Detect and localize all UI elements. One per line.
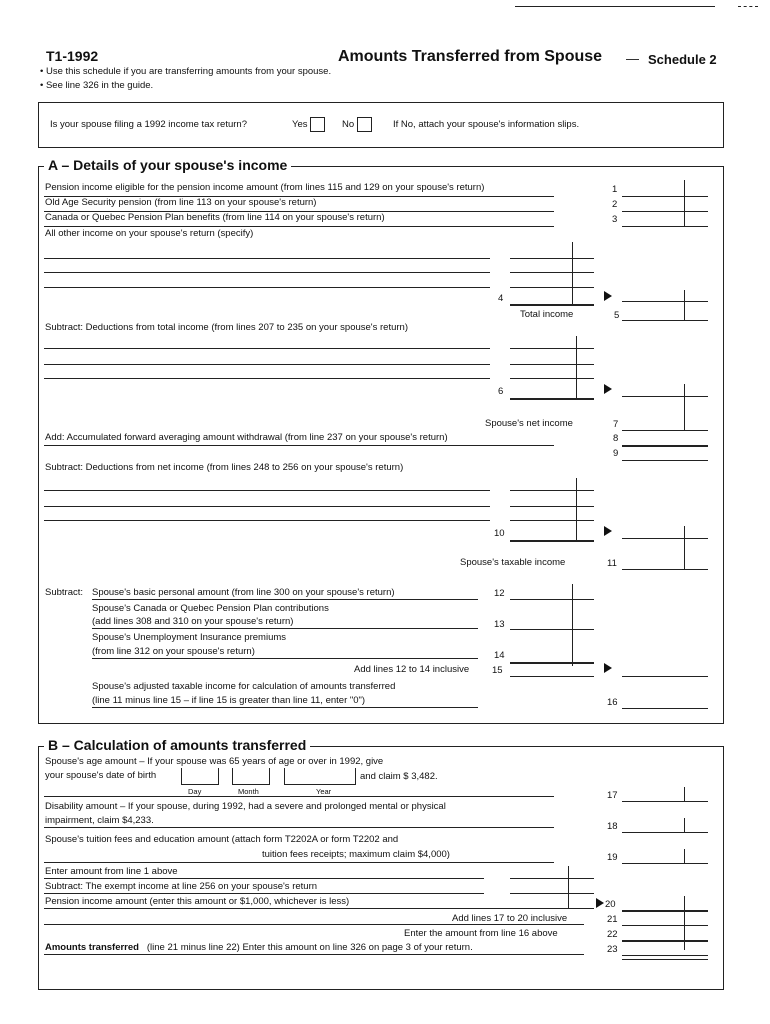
amount-field[interactable]: [510, 258, 594, 259]
rule: [92, 599, 478, 600]
arrow-right-icon: [604, 291, 612, 301]
line-number: 3: [612, 214, 618, 225]
line-number: 17: [607, 790, 618, 801]
line-number: 23: [607, 944, 618, 955]
cents-divider: [572, 242, 573, 306]
line-13-label-a: Spouse's Canada or Quebec Pension Plan contributions: [92, 603, 329, 614]
line-8-field[interactable]: [622, 445, 708, 447]
amount-field[interactable]: [510, 378, 594, 379]
amount-field[interactable]: [510, 364, 594, 365]
cents-divider: [572, 584, 573, 666]
rule: [44, 878, 484, 879]
amount-field[interactable]: [510, 287, 594, 288]
line-number: 18: [607, 821, 618, 832]
schedule-label: Schedule 2: [648, 52, 717, 67]
line-number: 4: [498, 293, 504, 304]
rule: [622, 538, 708, 539]
note-text: See line 326 in the guide.: [45, 80, 154, 91]
line-15-field[interactable]: [510, 676, 594, 677]
cents-divider: [684, 526, 685, 570]
rule: [44, 827, 554, 828]
cents-divider: [576, 336, 577, 400]
line-12-label: Spouse's basic personal amount (from line 300 on your spouse's return): [92, 587, 395, 598]
line-16-label-a: Spouse's adjusted taxable income for calculation of amounts transferred: [92, 681, 396, 692]
line-number: 1: [612, 184, 618, 195]
rule: [44, 226, 554, 227]
line-11-field[interactable]: [622, 569, 708, 570]
note-1: [40, 66, 331, 77]
cents-divider: [568, 866, 569, 908]
amounts-transferred-label: Amounts transferred: [45, 942, 139, 953]
line-18-field[interactable]: [622, 832, 708, 833]
line-14-field[interactable]: [510, 662, 594, 664]
cents-divider: [576, 478, 577, 540]
subtract-net-label: Subtract: Deductions from net income (from lines 248 to 256 on your spouse's return): [45, 462, 404, 473]
rule: [44, 796, 554, 797]
line-14-label-a: Spouse's Unemployment Insurance premiums: [92, 632, 287, 643]
no-checkbox[interactable]: [357, 117, 372, 132]
age-claim-label: and claim $ 3,482.: [360, 771, 438, 782]
other-income-label: All other income on your spouse's return (specify): [45, 228, 254, 239]
tuition-label-a: Spouse's tuition fees and education amount (attach form T2202A or form T2202 and: [45, 834, 399, 845]
line-5-field[interactable]: [622, 320, 708, 321]
line-2-label: Old Age Security pension (from line 113 on your spouse's return): [45, 197, 317, 208]
add-averaging-label: Add: Accumulated forward averaging amount withdrawal (from line 237 on your spouse's return): [45, 432, 448, 443]
amounts-transferred-row: [45, 942, 473, 953]
line-number: 15: [492, 665, 503, 676]
line-number: 16: [607, 697, 618, 708]
section-b-title: B – Calculation of amounts transferred: [44, 737, 310, 753]
line-number: 2: [612, 199, 618, 210]
rule: [92, 628, 478, 629]
specify-line[interactable]: [44, 506, 490, 507]
line-number: 6: [498, 386, 504, 397]
question-note: If No, attach your spouse's information slips.: [393, 119, 580, 130]
line-number: 10: [494, 528, 505, 539]
rule: [622, 676, 708, 677]
cents-divider: [684, 849, 685, 863]
yes-label: Yes: [292, 119, 308, 131]
cents-divider: [684, 384, 685, 430]
line-3-field[interactable]: [622, 226, 708, 227]
exempt-income-label: Subtract: The exempt income at line 256 on your spouse's return: [45, 881, 318, 892]
year-caption: Year: [316, 787, 332, 796]
line-1-label: Pension income eligible for the pension income amount (from lines 115 and 129 on your spouse's return): [45, 182, 485, 193]
specify-line[interactable]: [44, 490, 490, 491]
net-income-label: Spouse's net income: [485, 418, 573, 429]
line-4-field[interactable]: [510, 304, 594, 306]
form-code: T1-1992: [46, 48, 99, 64]
bullet: •: [40, 80, 44, 91]
line-6-field[interactable]: [510, 398, 594, 400]
note-2: [40, 80, 153, 91]
title-dash: —: [626, 51, 639, 66]
note-text: Use this schedule if you are transferring amounts from your spouse.: [45, 66, 332, 77]
top-rule-dash: [738, 6, 758, 7]
specify-line[interactable]: [44, 378, 490, 379]
line-2-field[interactable]: [622, 211, 708, 212]
subtract-label: Subtract:: [45, 587, 84, 598]
amount-field[interactable]: [510, 348, 594, 349]
line-20-field[interactable]: [622, 910, 708, 912]
no-label: No: [342, 119, 355, 131]
section-a-title: A – Details of your spouse's income: [44, 157, 291, 173]
line-17-field[interactable]: [622, 801, 708, 802]
line-22-field[interactable]: [622, 940, 708, 942]
amount-field[interactable]: [510, 272, 594, 273]
rule: [622, 301, 708, 302]
specify-line[interactable]: [44, 258, 490, 259]
yes-checkbox[interactable]: [310, 117, 325, 132]
month-caption: Month: [238, 787, 259, 796]
line-7-field[interactable]: [622, 430, 708, 431]
rule: [92, 658, 478, 659]
line-21-field[interactable]: [622, 925, 708, 926]
top-rule: [515, 6, 715, 7]
line-22-label: Enter the amount from line 16 above: [404, 928, 558, 939]
age-amount-label: Spouse's age amount – If your spouse was 65 years of age or over in 1992, give: [45, 756, 384, 767]
cents-divider: [684, 180, 685, 226]
tuition-label-b: tuition fees receipts; maximum claim $4,000): [262, 849, 450, 860]
rule: [622, 396, 708, 397]
total-income-label: Total income: [520, 309, 574, 320]
line-number: 9: [613, 448, 619, 459]
rule: [44, 954, 584, 955]
line-19-field[interactable]: [622, 863, 708, 864]
rule: [44, 924, 584, 925]
line-number: 19: [607, 852, 618, 863]
cents-divider: [684, 787, 685, 801]
line-23-field[interactable]: [622, 955, 708, 956]
specify-line[interactable]: [44, 520, 490, 521]
line-9-field[interactable]: [622, 460, 708, 461]
birth-day-field[interactable]: [181, 768, 219, 785]
amounts-transferred-text: (line 21 minus line 22) Enter this amount on line 326 on page 3 of your return.: [146, 942, 473, 953]
line-12-field[interactable]: [510, 599, 594, 600]
line-number: 8: [613, 433, 619, 444]
exempt-income-field[interactable]: [510, 893, 594, 894]
rule: [44, 908, 594, 909]
specify-line[interactable]: [44, 364, 490, 365]
amount-field[interactable]: [510, 506, 594, 507]
enter-line-1-label: Enter amount from line 1 above: [45, 866, 178, 877]
rule: [44, 862, 554, 863]
line-number: 22: [607, 929, 618, 940]
line-number: 12: [494, 588, 505, 599]
line-number: 7: [613, 419, 619, 430]
yes-option: [292, 117, 325, 132]
line-number: 11: [607, 558, 617, 569]
taxable-income-label: Spouse's taxable income: [460, 557, 566, 568]
page-title: Amounts Transferred from Spouse: [338, 48, 603, 65]
rule: [92, 707, 478, 708]
line-21-label: Add lines 17 to 20 inclusive: [452, 913, 568, 924]
birth-year-field[interactable]: [284, 768, 356, 785]
disability-label-b: impairment, claim $4,233.: [45, 815, 154, 826]
line-3-label: Canada or Quebec Pension Plan benefits (from line 114 on your spouse's return): [45, 212, 385, 223]
birth-month-field[interactable]: [232, 768, 270, 785]
line-number: 14: [494, 650, 505, 661]
arrow-right-icon: [604, 526, 612, 536]
arrow-right-icon: [604, 663, 612, 673]
line-10-field[interactable]: [510, 540, 594, 542]
pension-line-1-field[interactable]: [510, 878, 594, 879]
no-option: [342, 117, 372, 132]
line-number: 5: [614, 310, 620, 321]
line-13-label-b: (add lines 308 and 310 on your spouse's return): [92, 616, 294, 627]
arrow-right-icon: [596, 898, 604, 908]
line-16-field[interactable]: [622, 708, 708, 709]
line-1-field[interactable]: [622, 196, 708, 197]
pension-amount-label: Pension income amount (enter this amount or $1,000, whichever is less): [45, 896, 350, 907]
date-of-birth-label: your spouse's date of birth: [45, 770, 157, 781]
specify-line[interactable]: [44, 272, 490, 273]
line-number: 13: [494, 619, 505, 630]
line-number: 20: [605, 899, 616, 910]
day-caption: Day: [188, 787, 202, 796]
line-15-label: Add lines 12 to 14 inclusive: [354, 664, 470, 675]
rule: [44, 445, 554, 446]
arrow-right-icon: [604, 384, 612, 394]
specify-line[interactable]: [44, 287, 490, 288]
cents-divider: [684, 818, 685, 832]
line-number: 21: [607, 914, 618, 925]
amount-field[interactable]: [510, 490, 594, 491]
line-13-field[interactable]: [510, 629, 594, 630]
rule: [44, 893, 484, 894]
disability-label-a: Disability amount – If your spouse, during 1992, had a severe and prolonged mental or physical: [45, 801, 446, 812]
line-23-double-rule: [622, 959, 708, 960]
bullet: •: [40, 66, 44, 77]
amount-field[interactable]: [510, 520, 594, 521]
specify-line[interactable]: [44, 348, 490, 349]
subtract-deductions-label: Subtract: Deductions from total income (from lines 207 to 235 on your spouse's return): [45, 322, 408, 333]
line-16-label-b: (line 11 minus line 15 – if line 15 is greater than line 11, enter "0"): [92, 695, 366, 706]
line-14-label-b: (from line 312 on your spouse's return): [92, 646, 255, 657]
cents-divider: [684, 290, 685, 320]
filing-question: Is your spouse filing a 1992 income tax return?: [50, 119, 247, 130]
